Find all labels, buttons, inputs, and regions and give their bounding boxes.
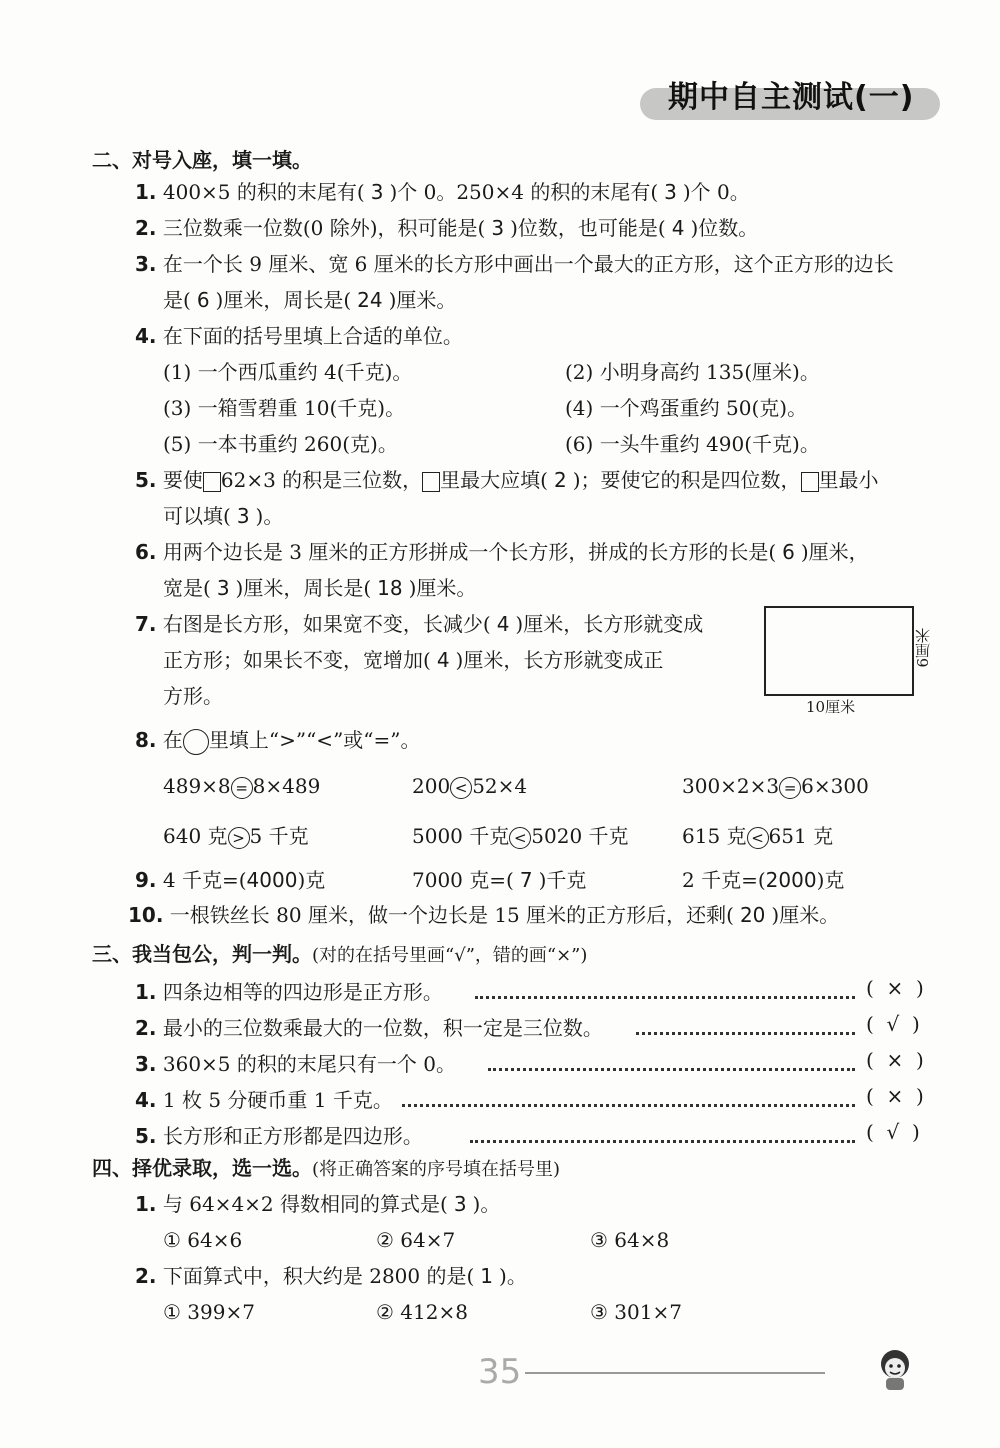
question-2-1: 1. 400×5 的积的末尾有( 3 )个 0。250×4 的积的末尾有( 3 )个 0。 xyxy=(135,180,750,204)
judge-item-3: 3. 360×5 的积的末尾只有一个 0。 xyxy=(135,1052,456,1076)
question-2-7-line2: 正方形；如果长不变，宽增加( 4 )厘米，长方形就变成正 xyxy=(163,648,664,672)
judge-item-2: 2. 最小的三位数乘最大的一位数，积一定是三位数。 xyxy=(135,1016,603,1040)
choice-option: ③ 64×8 xyxy=(590,1228,670,1252)
judge-answer-3: ( × ) xyxy=(866,1048,924,1072)
question-2-5-line1: 5. 要使 62×3 的积是三位数， 里最大应填( 2 )；要使它的积是四位数， 里最小 xyxy=(135,468,879,492)
question-2-3-line2: 是( 6 )厘米，周长是( 24 )厘米。 xyxy=(163,288,457,312)
choice-option: ② 412×8 xyxy=(376,1300,468,1324)
dotted-leader xyxy=(475,996,855,999)
digit-box xyxy=(422,472,440,492)
unit-item-5: (5) 一本书重约 260(克)。 xyxy=(163,432,398,456)
judge-item-4: 4. 1 枚 5 分硬币重 1 千克。 xyxy=(135,1088,393,1112)
compare-item-2: 200 < 52×4 xyxy=(412,774,528,798)
compare-item-6: 615 克 < 651 克 xyxy=(682,824,834,848)
compare-circle-icon xyxy=(183,729,209,755)
dotted-leader xyxy=(488,1068,855,1071)
section-4-heading: 四、择优录取，选一选。(将正确答案的序号填在括号里) xyxy=(92,1156,561,1180)
choice-option: ① 64×6 xyxy=(163,1228,243,1252)
question-2-2: 2. 三位数乘一位数(0 除外)，积可能是( 3 )位数，也可能是( 4 )位数。 xyxy=(135,216,759,240)
judge-answer-1: ( × ) xyxy=(866,976,924,1000)
choice-option: ③ 301×7 xyxy=(590,1300,682,1324)
judge-answer-4: ( × ) xyxy=(866,1084,924,1108)
dotted-leader xyxy=(470,1140,855,1143)
page-title: 期中自主测试(一) xyxy=(668,80,915,115)
digit-box xyxy=(801,472,819,492)
judge-answer-5: ( √ ) xyxy=(866,1120,920,1144)
footer-rule xyxy=(525,1372,825,1374)
unit-item-4: (4) 一个鸡蛋重约 50(克)。 xyxy=(565,396,808,420)
question-2-6-line2: 宽是( 3 )厘米，周长是( 18 )厘米。 xyxy=(163,576,477,600)
question-2-7-line1: 7. 右图是长方形，如果宽不变，长减少( 4 )厘米，长方形就变成 xyxy=(135,612,704,636)
choice-option: ② 64×7 xyxy=(376,1228,456,1252)
unit-item-1: (1) 一个西瓜重约 4(千克)。 xyxy=(163,360,413,384)
compare-item-1: 489×8 = 8×489 xyxy=(163,774,321,798)
question-2-4: 4. 在下面的括号里填上合适的单位。 xyxy=(135,324,463,348)
dotted-leader xyxy=(636,1032,855,1035)
rectangle-height-label: 6厘米 xyxy=(914,628,932,668)
page-number: 35 xyxy=(478,1352,522,1392)
compare-item-5: 5000 千克 < 5020 千克 xyxy=(412,824,629,848)
question-2-10: 10. 一根铁丝长 80 厘米，做一个边长是 15 厘米的正方形后，还剩( 20 )厘米。 xyxy=(128,903,840,927)
compare-item-3: 300×2×3 = 6×300 xyxy=(682,774,869,798)
conversion-item-2: 7000 克=( 7 )千克 xyxy=(412,868,587,892)
judge-item-1: 1. 四条边相等的四边形是正方形。 xyxy=(135,980,443,1004)
dotted-leader xyxy=(402,1104,855,1107)
section-3-heading: 三、我当包公，判一判。(对的在括号里画“√”，错的画“×”) xyxy=(92,942,588,966)
question-2-5-line2: 可以填( 3 )。 xyxy=(163,504,284,528)
section-2-heading: 二、对号入座，填一填。 xyxy=(92,148,312,172)
question-2-8: 8. 在 里填上“>”“<”或“=”。 xyxy=(135,726,421,755)
question-2-9: 9. 4 千克=(4000)克 xyxy=(135,868,326,892)
rectangle-figure xyxy=(764,606,914,696)
unit-item-3: (3) 一箱雪碧重 10(千克)。 xyxy=(163,396,406,420)
mascot-icon xyxy=(870,1342,920,1392)
judge-answer-2: ( √ ) xyxy=(866,1012,920,1036)
unit-item-2: (2) 小明身高约 135(厘米)。 xyxy=(565,360,820,384)
choice-option: ① 399×7 xyxy=(163,1300,255,1324)
unit-item-6: (6) 一头牛重约 490(千克)。 xyxy=(565,432,820,456)
conversion-item-3: 2 千克=(2000)克 xyxy=(682,868,845,892)
digit-box xyxy=(203,472,221,492)
rectangle-width-label: 10厘米 xyxy=(806,698,856,716)
choice-question-1: 1. 与 64×4×2 得数相同的算式是( 3 )。 xyxy=(135,1192,501,1216)
question-2-3-line1: 3. 在一个长 9 厘米、宽 6 厘米的长方形中画出一个最大的正方形，这个正方形的边长 xyxy=(135,252,894,276)
question-2-6-line1: 6. 用两个边长是 3 厘米的正方形拼成一个长方形，拼成的长方形的长是( 6 )厘米， xyxy=(135,540,869,564)
question-2-7-line3: 方形。 xyxy=(163,684,223,708)
choice-question-2: 2. 下面算式中，积大约是 2800 的是( 1 )。 xyxy=(135,1264,527,1288)
compare-item-4: 640 克 > 5 千克 xyxy=(163,824,309,848)
judge-item-5: 5. 长方形和正方形都是四边形。 xyxy=(135,1124,423,1148)
